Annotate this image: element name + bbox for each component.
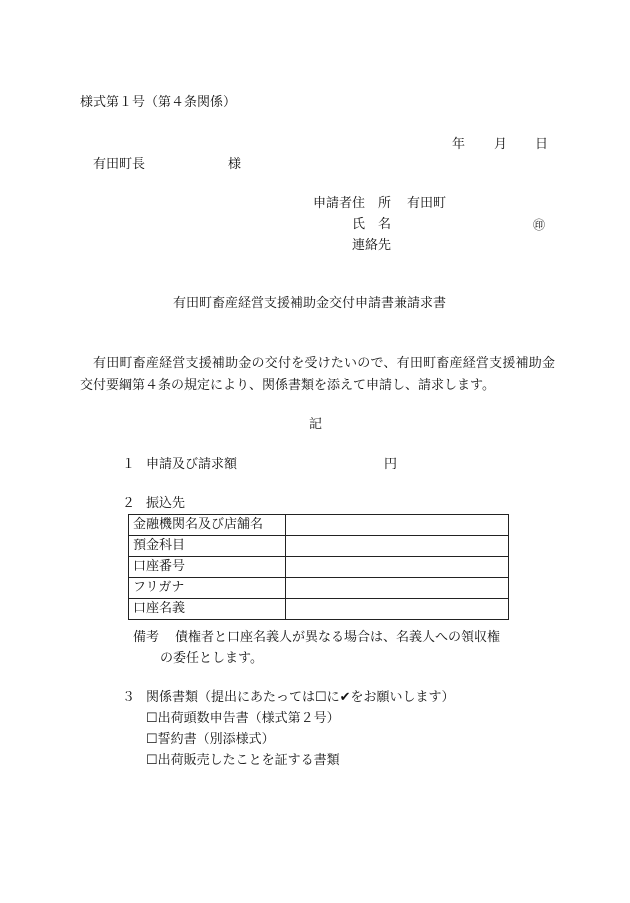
applicant-contact-label: 連絡先 [352, 238, 392, 253]
bank-info-table [128, 514, 509, 620]
applicant-label: 申請者 [313, 196, 353, 211]
table-row [129, 557, 509, 578]
item2-number: ２ [122, 496, 136, 511]
account-number-value [286, 557, 509, 578]
item1-number: １ [122, 457, 136, 472]
item1-unit: 円 [384, 457, 398, 472]
applicant-address-label: 住 所 [352, 196, 392, 211]
item2-label: 振込先 [146, 496, 186, 511]
bank-name-value [286, 515, 509, 536]
recipient-name: 有田町長 [93, 157, 146, 172]
date-month-label: 月 [494, 137, 508, 152]
table-row [129, 536, 509, 557]
table-row [129, 599, 509, 620]
seal-mark: ㊞ [533, 218, 546, 232]
item1-label: 申請及び請求額 [146, 457, 238, 472]
bank-name-label: 金融機関名及び店舗名 [129, 515, 286, 536]
item3-number: ３ [122, 690, 136, 705]
table-row [129, 578, 509, 599]
date-day-label: 日 [535, 137, 549, 152]
ki-heading: 記 [309, 417, 323, 432]
account-type-value [286, 536, 509, 557]
document-title: 有田町畜産経営支援補助金交付申請書兼請求書 [173, 296, 447, 311]
doc-sales-proof: ☐出荷販売したことを証する書類 [146, 753, 340, 768]
note-line-2: の委任とします。 [160, 651, 263, 666]
account-holder-value [286, 599, 509, 620]
furigana-label: フリガナ [129, 578, 286, 599]
doc-pledge: ☐誓約書（別添様式） [146, 732, 275, 747]
applicant-address-value: 有田町 [407, 196, 447, 211]
account-holder-label: 口座名義 [129, 599, 286, 620]
account-number-label: 口座番号 [129, 557, 286, 578]
form-number: 様式第１号（第４条関係） [80, 95, 237, 110]
table-row [129, 515, 509, 536]
note-label: 備考 [133, 630, 160, 645]
recipient-honorific: 様 [228, 157, 242, 172]
applicant-name-label: 氏 名 [352, 217, 392, 232]
furigana-value [286, 578, 509, 599]
body-paragraph: 有田町畜産経営支援補助金の交付を受けたいので、有田町畜産経営支援補助金交付要綱第４条の規定により、関係書類を添えて申請し、請求します。 [80, 356, 555, 393]
doc-shipment-report: ☐出荷頭数申告書（様式第２号） [146, 711, 340, 726]
item3-label: 関係書類（提出にあたっては☐に✔をお願いします） [146, 690, 455, 705]
note-line-1: 債権者と口座名義人が異なる場合は、名義人への領収権 [175, 630, 501, 645]
date-year-label: 年 [452, 137, 466, 152]
account-type-label: 預金科目 [129, 536, 286, 557]
